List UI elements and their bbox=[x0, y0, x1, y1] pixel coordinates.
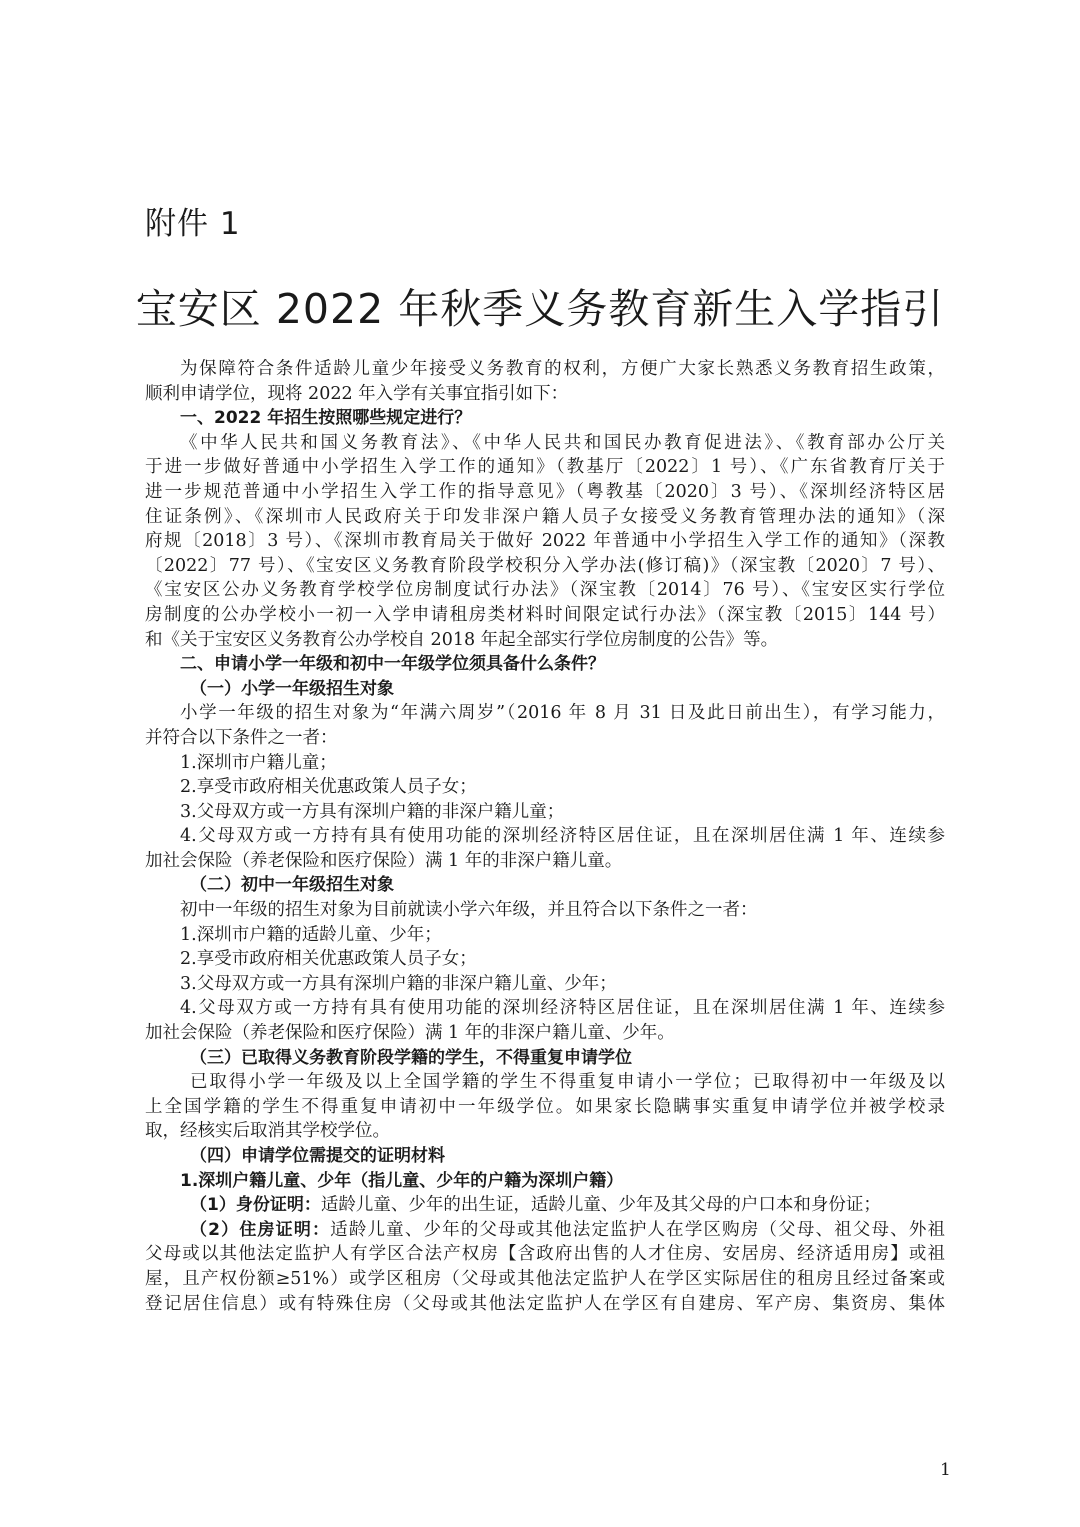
section-heading: （二）初中一年级招生对象 bbox=[190, 875, 394, 896]
body-text-line: 登记居住信息）或有特殊住房（父母或其他法定监护人在学区有自建房、军产房、集资房、集体 bbox=[145, 1293, 945, 1314]
body-text-line: 初中一年级的招生对象为目前就读小学六年级，并且符合以下条件之一者： bbox=[180, 900, 758, 921]
section-heading: （三）已取得义务教育阶段学籍的学生，不得重复申请学位 bbox=[190, 1047, 632, 1068]
body-text-line: 房制度的公办学校小一初一入学申请租房类材料时间限定试行办法》（深宝教〔2015〕144 号） bbox=[145, 604, 945, 625]
attachment-label: 附件 1 bbox=[145, 206, 241, 242]
body-text-line: 加社会保险（养老保险和医疗保险）满 1 年的非深户籍儿童。 bbox=[145, 850, 623, 871]
body-text-line: 4.父母双方或一方持有具有使用功能的深圳经济特区居住证，且在深圳居住满 1 年、连续参 bbox=[180, 998, 945, 1019]
body-text-line: 加社会保险（养老保险和医疗保险）满 1 年的非深户籍儿童、少年。 bbox=[145, 1023, 675, 1044]
section-heading: 1.深圳户籍儿童、少年（指儿童、少年的户籍为深圳户籍） bbox=[180, 1170, 624, 1191]
body-text-line: 父母或以其他法定监护人有学区合法产权房【含政府出售的人才住房、安居房、经济适用房】或祖 bbox=[145, 1244, 945, 1265]
page-title: 宝安区 2022 年秋季义务教育新生入学指引 bbox=[135, 285, 945, 333]
section-heading: 一、2022 年招生按照哪些规定进行？ bbox=[180, 408, 472, 429]
inline-label: （2）住房证明： bbox=[190, 1219, 331, 1240]
body-text-line: 并符合以下条件之一者： bbox=[145, 727, 338, 748]
body-text-line: 屋，且产权份额≥51%）或学区租房（父母或其他法定监护人在学区实际居住的租房且经过备案或 bbox=[145, 1268, 945, 1289]
body-text-line: 于进一步做好普通中小学招生入学工作的通知》（教基厅〔2022〕1 号）、《广东省教育厅关于 bbox=[145, 457, 945, 478]
body-text-line: 1.深圳市户籍儿童； bbox=[180, 752, 337, 773]
page-number: 1 bbox=[940, 1460, 951, 1480]
body-text-line: 《中华人民共和国义务教育法》、《中华人民共和国民办教育促进法》、《教育部办公厅关 bbox=[180, 432, 945, 453]
section-heading: （四）申请学位需提交的证明材料 bbox=[190, 1146, 445, 1166]
inline-label: （1）身份证明： bbox=[190, 1195, 321, 1216]
body-text-line: 和《关于宝安区义务教育公办学校自 2018 年起全部实行学位房制度的公告》等。 bbox=[145, 629, 779, 650]
section-heading: （一）小学一年级招生对象 bbox=[190, 678, 394, 699]
body-text-line: 府规〔2018〕3 号）、《深圳市教育局关于做好 2022 年普通中小学招生入学工作的通知》（深教 bbox=[145, 531, 945, 552]
body-text-line: 3.父母双方或一方具有深圳户籍的非深户籍儿童、少年； bbox=[180, 973, 617, 994]
body-text-line: 住证条例》、《深圳市人民政府关于印发非深户籍人员子女接受义务教育管理办法的通知》（深 bbox=[145, 506, 945, 527]
body-text-line: （2）住房证明：适龄儿童、少年的父母或其他法定监护人在学区购房（父母、祖父母、外祖 bbox=[190, 1219, 945, 1240]
body-text-line: 2.享受市政府相关优惠政策人员子女； bbox=[180, 777, 477, 798]
body-text-line: 4.父母双方或一方持有具有使用功能的深圳经济特区居住证，且在深圳居住满 1 年、连续参 bbox=[180, 826, 945, 847]
document-body bbox=[145, 357, 945, 1316]
body-text-line: 3.父母双方或一方具有深圳户籍的非深户籍儿童； bbox=[180, 801, 565, 822]
body-text-line: 已取得小学一年级及以上全国学籍的学生不得重复申请小一学位；已取得初中一年级及以 bbox=[190, 1072, 945, 1093]
body-text-line: （1）身份证明：适龄儿童、少年的出生证，适龄儿童、少年及其父母的户口本和身份证； bbox=[190, 1195, 881, 1216]
body-text-line: 1.深圳市户籍的适龄儿童、少年； bbox=[180, 924, 442, 945]
body-text-line: 顺利申请学位，现将 2022 年入学有关事宜指引如下： bbox=[145, 383, 569, 404]
body-text-line: 2.享受市政府相关优惠政策人员子女； bbox=[180, 949, 477, 970]
body-text-line: 〔2022〕77 号）、《宝安区义务教育阶段学校积分入学办法(修订稿)》（深宝教〔2020〕7 号）、 bbox=[145, 555, 945, 576]
body-text-line: 为保障符合条件适龄儿童少年接受义务教育的权利，方便广大家长熟悉义务教育招生政策， bbox=[180, 359, 945, 379]
body-text-line: 上全国学籍的学生不得重复申请初中一年级学位。如果家长隐瞒事实重复申请学位并被学校录 bbox=[145, 1096, 945, 1117]
body-text-line: 小学一年级的招生对象为“年满六周岁”（2016 年 8 月 31 日及此日前出生），有学习能力， bbox=[180, 703, 945, 724]
body-text-line: 取，经核实后取消其学校学位。 bbox=[145, 1121, 390, 1142]
body-text-line: 进一步规范普通中小学招生入学工作的指导意见》（粤教基〔2020〕3 号）、《深圳经济特区居 bbox=[145, 481, 945, 502]
section-heading: 二、申请小学一年级和初中一年级学位须具备什么条件？ bbox=[180, 654, 605, 675]
body-text-line: 《宝安区公办义务教育学校学位房制度试行办法》（深宝教〔2014〕76 号）、《宝安区实行学位 bbox=[145, 580, 945, 601]
